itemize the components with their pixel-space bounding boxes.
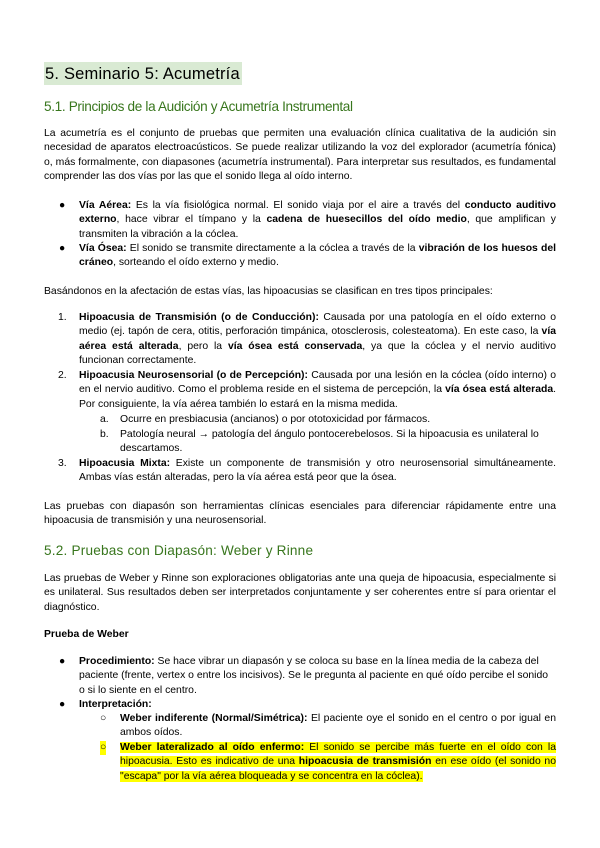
list-number: 3. <box>58 458 67 469</box>
list-number: 2. <box>58 370 67 381</box>
bullet-hollow-icon: ○ <box>100 741 106 755</box>
weber-rinne-intro: Las pruebas de Weber y Rinne son exploraciones obligatorias ante una queja de hipoacusia, especialmente si es unilateral. Sus resultados deben ser interpretados conjuntamente y ser coherentes entre sí para orientar el diagnóstico. <box>44 573 556 613</box>
list-item-procedimiento: Procedimiento: Se hace vibrar un diapasón y se coloca su base en la línea media de la cabeza del paciente (frente, vertex o entre los incisivos). Se le pregunta al paciente en qué oído percibe el sonido o si lo siente en el centro. <box>79 656 549 696</box>
list-item-neurosensorial: Hipoacusia Neurosensorial (o de Percepción): Causada por una lesión en la cóclea (oído interno) o en el nervio auditivo. Como el problema reside en el sistema de percepción, la vía ósea está alterada. Por consiguiente, la vía aérea también lo estará en la misma medida. <box>79 370 557 410</box>
bullet-icon: ● <box>59 656 66 667</box>
bullet-icon: ● <box>59 200 66 211</box>
list-letter: a. <box>100 414 109 425</box>
section-heading-5-1: 5.1. Principios de la Audición y Acumetría Instrumental <box>44 99 353 114</box>
section-heading-5-2: 5.2. Pruebas con Diapasón: Weber y Rinne <box>44 543 314 558</box>
sub-item: Patología neural → patología del ángulo pontocerebelosos. Si la hipoacusia es unilateral lo descartamos. <box>120 429 539 455</box>
subsection-heading-weber: Prueba de Weber <box>44 629 129 640</box>
sub-item: Ocurre en presbiacusia (ancianos) o por ototoxicidad por fármacos. <box>120 414 431 425</box>
list-item-transmision: Hipoacusia de Transmisión (o de Conducción): Causada por una patología en el oído externo o medio (ej. tapón de cera, otitis, perforación timpánica, otosclerosis, colesteatoma). En este caso, la vía aérea está alterada, pero la vía ósea está conservada, ya que la cóclea y el nervio auditivo funcionan correctamente. <box>79 312 556 366</box>
intro-paragraph: La acumetría es el conjunto de pruebas que permiten una evaluación clínica cualitativa de la audición sin necesidad de aparatos electroacústicos. Se puede realizar utilizando la voz del explorador (acumetría fónica) o, más formalmente, con diapasones (acumetría instrumental). Para interpretar sus resultados, es fundamental comprender las dos vías por las que el sonido llega al oído interno. <box>44 128 556 182</box>
bullet-icon: ● <box>59 243 66 254</box>
list-letter: b. <box>100 429 109 440</box>
list-item-via-aerea: Vía Aérea: Es la vía fisiológica normal. El sonido viaja por el aire a través del conducto auditivo externo, hace vibrar el tímpano y la cadena de huesecillos del oído medio, que amplifican y transmiten la vibración a la cóclea. <box>79 200 556 240</box>
list-item-mixta: Hipoacusia Mixta: Existe un componente de transmisión y otro neurosensorial simultáneamente. Ambas vías están alteradas, pero la vía aérea está peor que la ósea. <box>79 458 556 484</box>
list-item-via-osea: Vía Ósea: El sonido se transmite directamente a la cóclea a través de la vibración de los huesos del cráneo, sorteando el oído externo y medio. <box>79 243 556 269</box>
page-title: 5. Seminario 5: Acumetría <box>44 62 242 85</box>
bullet-icon: ● <box>59 699 66 710</box>
sub-item-weber-indiferente: Weber indiferente (Normal/Simétrica): El paciente oye el sonido en el centro o por igual en ambos oídos. <box>120 713 556 739</box>
closing-paragraph: Las pruebas con diapasón son herramientas clínicas esenciales para diferenciar rápidamente entre una hipoacusia de transmisión y una neurosensorial. <box>44 501 556 527</box>
sub-item-weber-lateralizado: Weber lateralizado al oído enfermo: El sonido se percibe más fuerte en el oído con la hipoacusia. Esto es indicativo de una hipoacusia de transmisión en ese oído (el sonido no "escapa" por la vía aérea bloqueada y se concentra en la cóclea). <box>120 742 556 782</box>
bullet-hollow-icon: ○ <box>100 713 107 724</box>
classification-intro: Basándonos en la afectación de estas vías, las hipoacusias se clasifican en tres tipos principales: <box>44 286 493 297</box>
list-item-interpretacion: Interpretación: <box>79 699 152 710</box>
list-number: 1. <box>58 312 67 323</box>
